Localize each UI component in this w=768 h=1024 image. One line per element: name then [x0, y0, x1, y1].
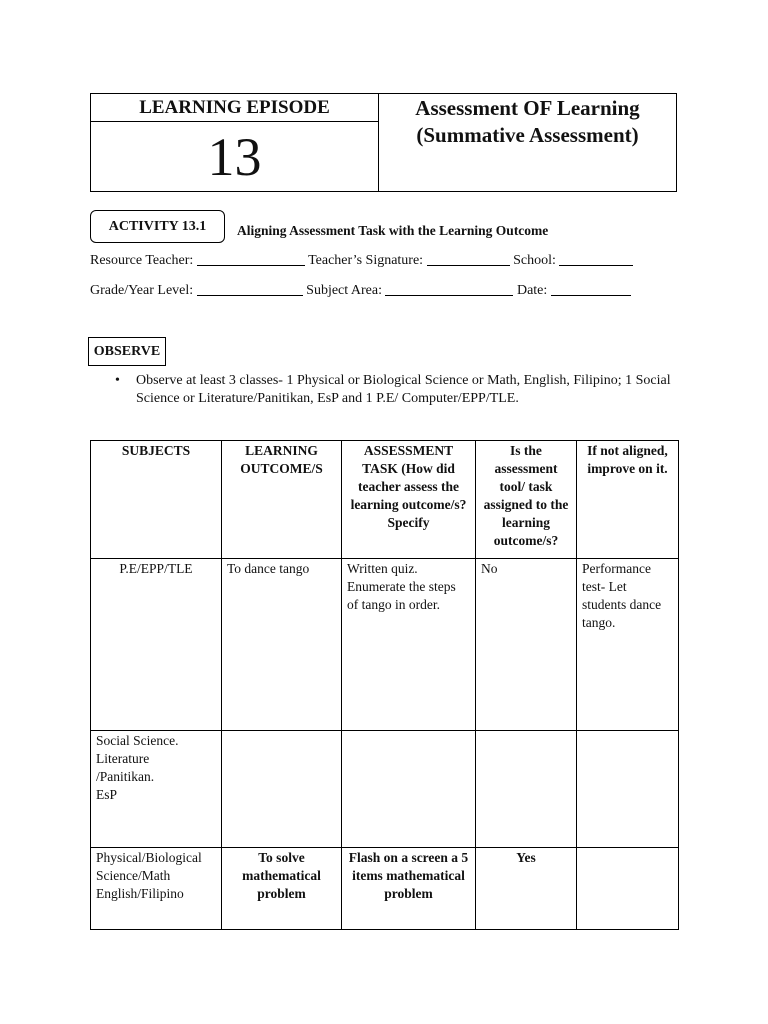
table-cell: P.E/EPP/TLE: [91, 559, 222, 731]
fields-row-2: [90, 283, 631, 299]
episode-left-column: [91, 94, 379, 191]
table-cell[interactable]: [476, 731, 577, 848]
date-blank[interactable]: [551, 283, 631, 296]
table-cell[interactable]: [577, 848, 679, 930]
episode-title-line2: (Summative Assessment): [416, 123, 639, 147]
observe-instruction-text: Observe at least 3 classes- 1 Physical or Biological Science or Math, English, Filipino; 1 Social Science or Literature/Panitikan, EsP and 1 P.E/ Computer/EPP/TLE.: [136, 373, 671, 406]
teacher-signature-label: Teacher’s Signature:: [308, 253, 424, 268]
table-row: [91, 731, 679, 848]
table-cell: Flash on a screen a 5 items mathematical problem: [342, 848, 476, 930]
table-cell[interactable]: [577, 731, 679, 848]
episode-label: LEARNING EPISODE: [91, 94, 378, 122]
col-header-subjects: SUBJECTS: [91, 441, 222, 559]
teacher-signature-blank[interactable]: [427, 253, 510, 266]
activity-title: Aligning Assessment Task with the Learning Outcome: [237, 223, 549, 238]
subject-area-blank[interactable]: [385, 283, 513, 296]
table-cell[interactable]: [222, 731, 342, 848]
col-header-is-aligned: Is the assessment tool/ task assigned to the learning outcome/s?: [476, 441, 577, 559]
resource-teacher-label: Resource Teacher:: [90, 253, 194, 268]
school-label: School:: [513, 253, 556, 268]
col-header-assessment-task: ASSESSMENT TASK (How did teacher assess the learning outcome/s? Specify: [342, 441, 476, 559]
table-cell: To dance tango: [222, 559, 342, 731]
subject-area-label: Subject Area:: [306, 283, 382, 298]
table-cell: Written quiz. Enumerate the steps of tango in order.: [342, 559, 476, 731]
observe-heading: OBSERVE: [88, 337, 166, 366]
table-cell[interactable]: [342, 731, 476, 848]
table-cell: To solve mathematical problem: [222, 848, 342, 930]
table-cell: Performance test- Let students dance tango.: [577, 559, 679, 731]
table-cell: Physical/Biological Science/Math English/Filipino: [91, 848, 222, 930]
episode-number: 13: [207, 127, 262, 187]
table-header-row: [91, 441, 679, 559]
bullet-icon: •: [115, 373, 120, 388]
table-cell: Social Science. Literature /Panitikan. EsP: [91, 731, 222, 848]
table-row: [91, 848, 679, 930]
table-row: [91, 559, 679, 731]
school-blank[interactable]: [559, 253, 633, 266]
episode-title-line1: Assessment OF Learning: [415, 96, 640, 120]
episode-header: [90, 93, 677, 192]
activity-tab: ACTIVITY 13.1: [90, 210, 225, 243]
alignment-table: [90, 440, 679, 930]
grade-level-blank[interactable]: [197, 283, 303, 296]
table-cell: No: [476, 559, 577, 731]
col-header-learning-outcomes: LEARNING OUTCOME/S: [222, 441, 342, 559]
episode-title: [379, 94, 676, 192]
fields-row-1: [90, 253, 633, 269]
date-label: Date:: [516, 283, 548, 298]
table-cell: Yes: [476, 848, 577, 930]
col-header-improve: If not aligned, improve on it.: [577, 441, 679, 559]
grade-level-label: Grade/Year Level:: [90, 283, 194, 298]
resource-teacher-blank[interactable]: [197, 253, 305, 266]
